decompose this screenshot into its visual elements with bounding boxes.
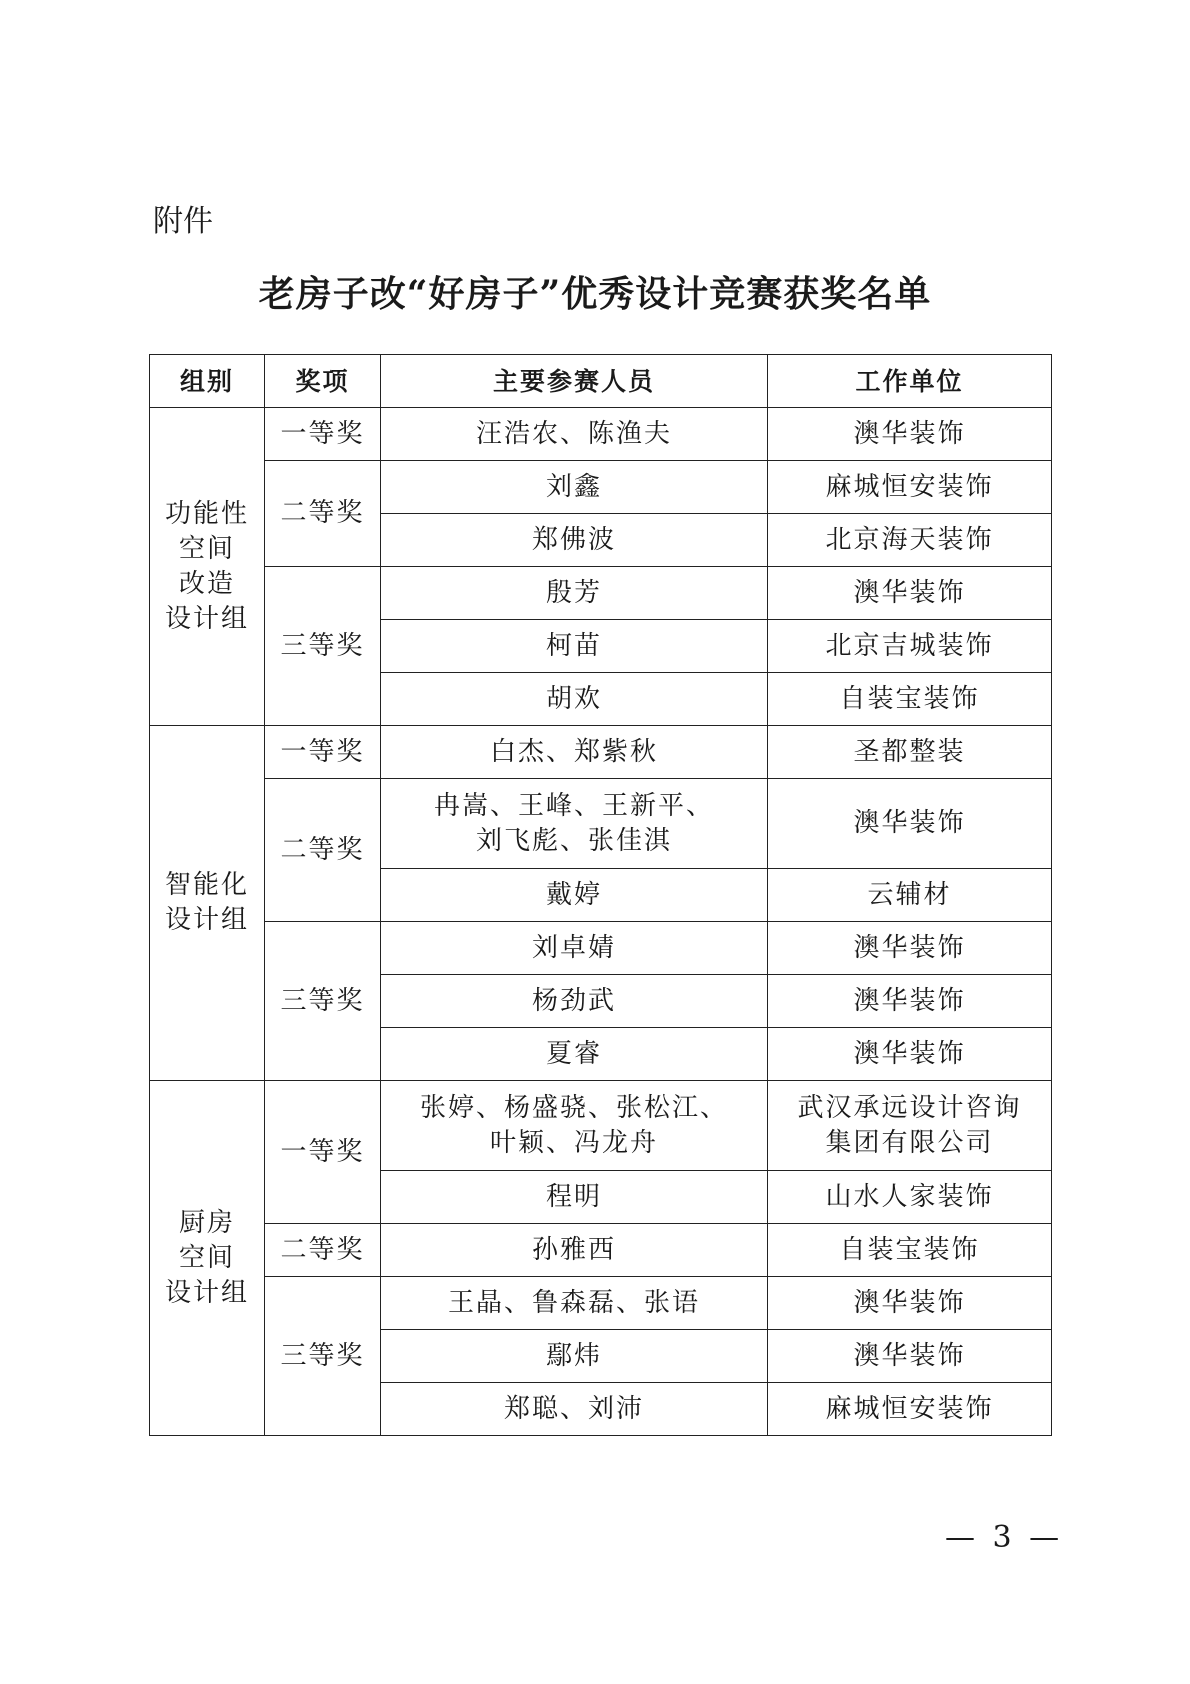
organization-cell	[768, 1028, 1052, 1081]
participants-line: 白杰、郑紫秋	[489, 736, 658, 767]
participants-cell	[381, 567, 768, 620]
group-name-line: 设计组	[164, 1277, 249, 1308]
participants-line: 刘卓婧	[531, 932, 616, 963]
organization-line: 澳华装饰	[853, 1340, 966, 1371]
group-name-line: 设计组	[164, 603, 249, 634]
table-row	[150, 922, 1052, 975]
organization-line: 澳华装饰	[853, 808, 966, 838]
organization-cell	[768, 922, 1052, 975]
award-cell: 一等奖	[265, 1081, 381, 1224]
organization-cell	[768, 1224, 1052, 1277]
participants-cell	[381, 1081, 768, 1171]
participants-line: 夏睿	[545, 1038, 602, 1069]
participants-line: 郑佛波	[531, 524, 616, 555]
organization-line: 麻城恒安装饰	[825, 1393, 994, 1424]
table-row	[150, 567, 1052, 620]
table-row	[150, 1224, 1052, 1277]
group-name-line: 空间	[178, 533, 235, 564]
participants-line: 冉嵩、王峰、王新平、	[433, 790, 714, 821]
group-name-line: 空间	[178, 1242, 235, 1273]
participants-cell	[381, 1383, 768, 1436]
organization-cell	[768, 1081, 1052, 1171]
group-name-line: 智能化	[164, 870, 249, 900]
table-row	[150, 779, 1052, 869]
organization-cell	[768, 514, 1052, 567]
award-cell: 三等奖	[265, 1277, 381, 1436]
participants-line: 郑聪、刘沛	[503, 1393, 644, 1424]
award-cell: 三等奖	[265, 922, 381, 1081]
participants-line: 孙雅西	[531, 1234, 616, 1265]
table-row	[150, 1081, 1052, 1171]
participants-line: 鄢炜	[545, 1340, 602, 1371]
organization-line: 集团有限公司	[825, 1127, 994, 1158]
participants-cell	[381, 620, 768, 673]
organization-cell	[768, 673, 1052, 726]
award-cell: 三等奖	[265, 567, 381, 726]
organization-line: 澳华装饰	[853, 1287, 966, 1318]
header-participants: 主要参赛人员	[381, 355, 768, 408]
participants-cell	[381, 869, 768, 922]
table-row	[150, 1277, 1052, 1330]
award-cell: 一等奖	[265, 726, 381, 779]
participants-line: 杨劲武	[531, 985, 616, 1016]
organization-cell	[768, 408, 1052, 461]
participants-cell	[381, 1171, 768, 1224]
organization-line: 山水人家装饰	[825, 1181, 994, 1212]
organization-cell	[768, 779, 1052, 869]
organization-cell	[768, 1277, 1052, 1330]
organization-line: 澳华装饰	[853, 932, 966, 963]
participants-line: 胡欢	[545, 683, 602, 714]
participants-cell	[381, 1277, 768, 1330]
group-cell-kitchen	[150, 1081, 265, 1436]
participants-line: 程明	[545, 1181, 602, 1212]
page-number: — 3 —	[945, 1520, 1064, 1555]
attachment-label: 附件	[153, 204, 213, 239]
participants-line: 戴婷	[545, 879, 602, 910]
participants-cell	[381, 673, 768, 726]
participants-cell	[381, 975, 768, 1028]
participants-line: 张婷、杨盛骁、张松江、	[419, 1092, 728, 1123]
group-name-line: 功能性	[164, 498, 249, 529]
participants-cell	[381, 461, 768, 514]
award-cell: 二等奖	[265, 461, 381, 567]
organization-line: 澳华装饰	[853, 1038, 966, 1069]
participants-line: 刘飞彪、张佳淇	[475, 825, 672, 856]
organization-cell	[768, 567, 1052, 620]
header-group: 组别	[150, 355, 265, 408]
participants-line: 王晶、鲁森磊、张语	[447, 1287, 700, 1318]
award-cell: 一等奖	[265, 408, 381, 461]
participants-cell	[381, 408, 768, 461]
organization-line: 澳华装饰	[853, 577, 966, 608]
participants-cell	[381, 1224, 768, 1277]
participants-line: 汪浩农、陈渔夫	[475, 418, 672, 449]
organization-cell	[768, 869, 1052, 922]
participants-line: 殷芳	[545, 577, 602, 608]
awards-table	[149, 354, 1052, 1436]
participants-cell	[381, 922, 768, 975]
participants-cell	[381, 726, 768, 779]
table-row	[150, 461, 1052, 514]
participants-line: 柯苗	[545, 630, 602, 661]
table-row	[150, 726, 1052, 779]
organization-line: 武汉承远设计咨询	[797, 1092, 1022, 1123]
group-name-line: 改造	[178, 568, 235, 599]
group-name-line: 厨房	[178, 1207, 235, 1238]
organization-line: 北京吉城装饰	[825, 630, 994, 661]
organization-cell	[768, 620, 1052, 673]
header-organization: 工作单位	[768, 355, 1052, 408]
award-cell: 二等奖	[265, 779, 381, 922]
organization-cell	[768, 975, 1052, 1028]
participants-cell	[381, 1028, 768, 1081]
organization-line: 云辅材	[867, 879, 952, 910]
organization-line: 澳华装饰	[853, 418, 966, 449]
organization-line: 麻城恒安装饰	[825, 471, 994, 502]
organization-cell	[768, 1383, 1052, 1436]
organization-cell	[768, 461, 1052, 514]
group-name-line: 设计组	[164, 905, 249, 935]
organization-line: 澳华装饰	[853, 985, 966, 1016]
table-row	[150, 408, 1052, 461]
organization-line: 北京海天装饰	[825, 524, 994, 555]
document-title: 老房子改“好房子”优秀设计竞赛获奖名单	[258, 273, 932, 315]
organization-cell	[768, 1171, 1052, 1224]
header-award: 奖项	[265, 355, 381, 408]
organization-line: 自装宝装饰	[839, 1234, 980, 1265]
organization-cell	[768, 1330, 1052, 1383]
participants-line: 刘鑫	[545, 471, 602, 502]
organization-line: 自装宝装饰	[839, 683, 980, 714]
award-cell: 二等奖	[265, 1224, 381, 1277]
participants-cell	[381, 1330, 768, 1383]
participants-cell	[381, 779, 768, 869]
group-cell-functional	[150, 408, 265, 726]
participants-cell	[381, 514, 768, 567]
group-cell-smart	[150, 726, 265, 1081]
table-header-row	[150, 355, 1052, 408]
organization-cell	[768, 726, 1052, 779]
participants-line: 叶颖、冯龙舟	[489, 1127, 658, 1158]
organization-line: 圣都整装	[853, 736, 966, 767]
